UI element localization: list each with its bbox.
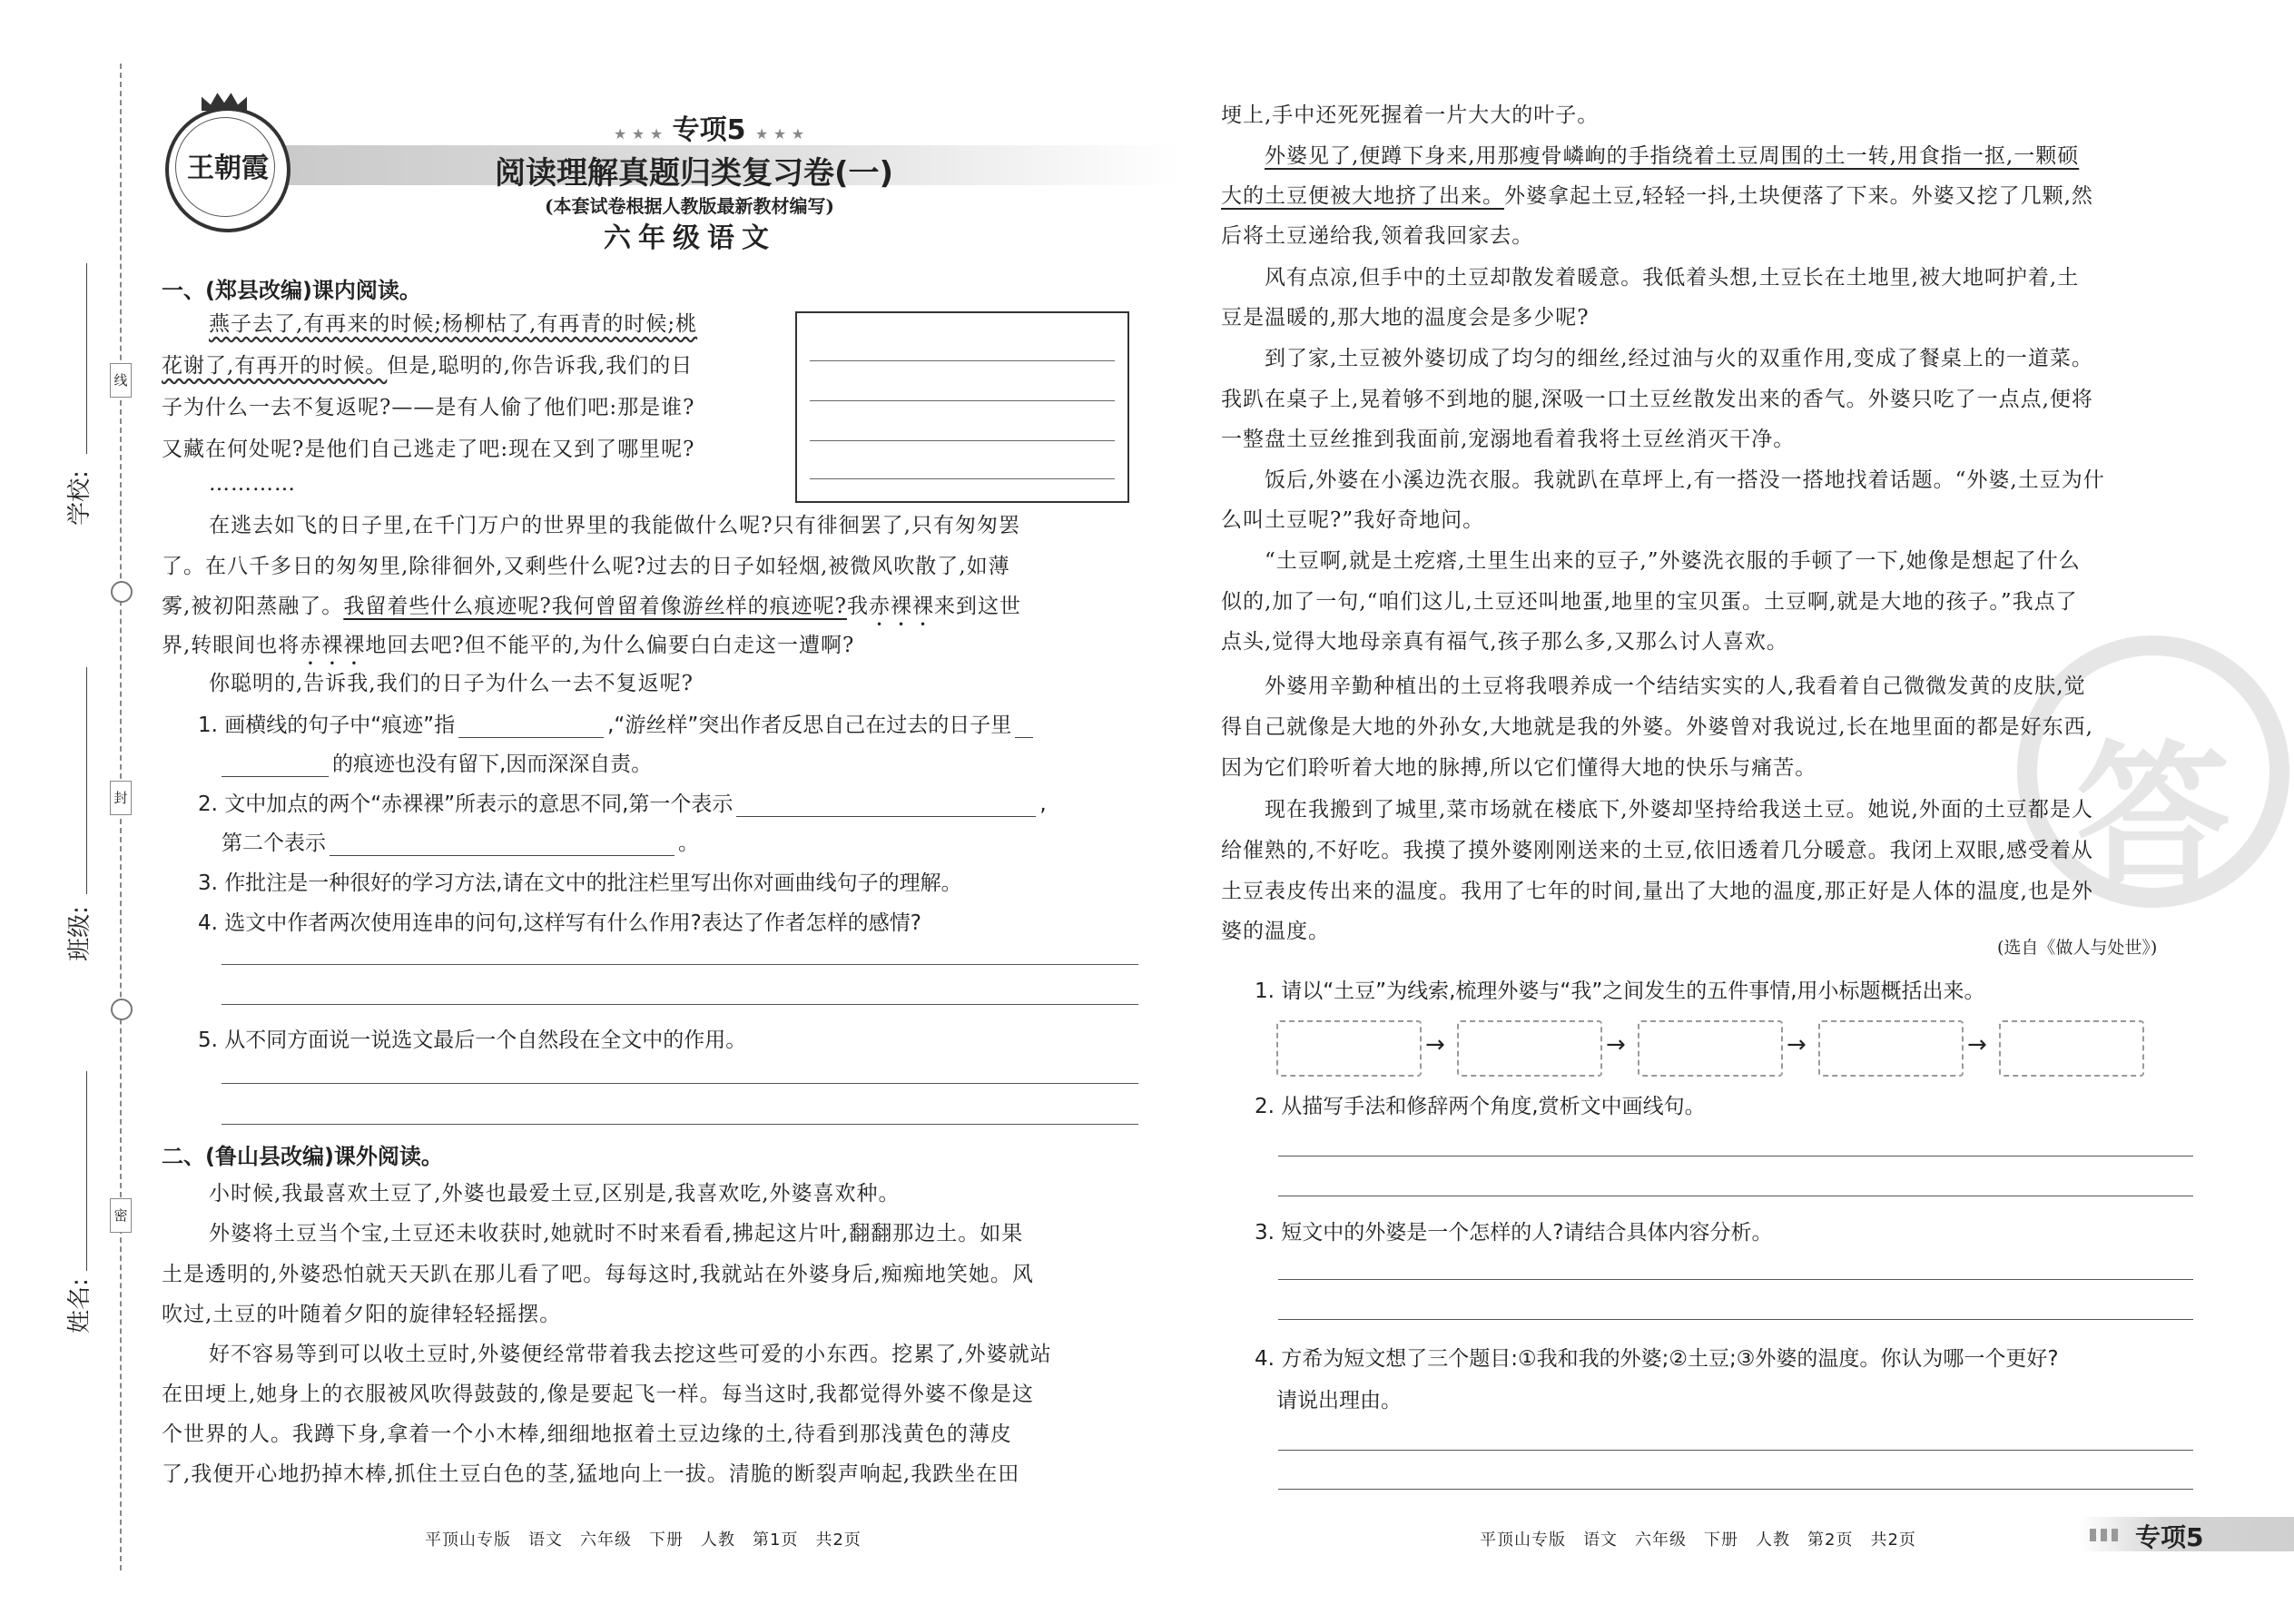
- s2-q2: 2. 从描写手法和修辞两个角度,赏析文中画线句。: [1255, 1095, 1706, 1118]
- s2-line: 外婆将土豆当个宝,土豆还未收获时,她就时不时来看看,拂起这片叶,翻翻那边土。如果: [209, 1222, 1024, 1245]
- timeline-box-3[interactable]: [1638, 1020, 1783, 1077]
- line-mark-3: 密: [110, 1198, 132, 1233]
- footer-right: 平顶山专版 语文 六年级 下册 人教 第2页 共2页: [1480, 1530, 1916, 1550]
- arrow-icon: →: [1425, 1031, 1445, 1058]
- name-field[interactable]: [86, 1071, 87, 1271]
- annotation-line: [810, 360, 1115, 361]
- section1-heading: 一、(郑县改编)课内阅读。: [162, 278, 421, 303]
- s1-p2-line2: 了。在八千多日的匆匆里,除徘徊外,又剩些什么呢?过去的日子如轻烟,被微风吹散了,如薄: [162, 555, 1010, 578]
- s1-p1-line4: 又藏在何处呢?是他们自己逃走了吧:现在又到了哪里呢?: [162, 438, 695, 461]
- r-line: 我趴在桌子上,晃着够不到地的腿,深吸一口土豆丝散发出来的香气。外婆只吃了一点点,便将: [1221, 388, 2093, 411]
- seal-dot-icon: [111, 581, 133, 603]
- answer-line[interactable]: [1278, 1489, 2193, 1490]
- star-icon: ★ ★ ★: [614, 125, 664, 143]
- r-line: 土豆表皮传出来的温度。我用了七年的时间,量出了大地的温度,那正好是人体的温度,也是外: [1221, 880, 2093, 903]
- answer-line[interactable]: [222, 964, 1138, 965]
- answer-blank[interactable]: [330, 832, 674, 856]
- r-line: 到了家,土豆被外婆切成了均匀的细丝,经过油与火的双重作用,变成了餐桌上的一道菜。: [1265, 347, 2093, 370]
- fold-line: [120, 64, 122, 1570]
- school-label: 学校:: [65, 470, 94, 526]
- annotation-line: [810, 400, 1115, 401]
- logo-text: 王朝霞: [187, 153, 269, 184]
- s1-p3: 你聪明的,告诉我,我们的日子为什么一去不复返呢?: [209, 672, 694, 695]
- r-line: 点头,觉得大地母亲真有福气,孩子那么多,又那么讨人喜欢。: [1221, 630, 1788, 654]
- s2-line: 个世界的人。我蹲下身,拿着一个小木棒,细细地抠着土豆边缘的土,待看到那浅黄色的薄皮: [162, 1422, 1012, 1446]
- s2-q4-line1: 4. 方希为短文想了三个题目:①我和我的外婆;②土豆;③外婆的温度。你认为哪一个更好?: [1255, 1347, 2059, 1371]
- s2-line: 小时候,我最喜欢土豆了,外婆也最爱土豆,区别是,我喜欢吃,外婆喜欢种。: [209, 1182, 901, 1206]
- s1-p1-line2: 花谢了,有再开的时候。但是,聪明的,你告诉我,我们的日: [162, 354, 694, 378]
- page-subtitle: (本套试卷根据人教版最新教材编写): [545, 195, 834, 217]
- answer-line[interactable]: [222, 1083, 1138, 1084]
- r-line: 给催熟的,不好吃。我摸了摸外婆刚刚送来的土豆,依旧透着几分暖意。我闭上双眼,感受着从: [1221, 839, 2093, 862]
- s2-q4-line2: 请说出理由。: [1276, 1389, 1402, 1412]
- answer-line[interactable]: [1278, 1319, 2193, 1320]
- source-citation: (选自《做人与处世》): [1997, 938, 2158, 958]
- s2-q3: 3. 短文中的外婆是一个怎样的人?请结合具体内容分析。: [1255, 1221, 1773, 1245]
- s1-p2-line4: 界,转眼间也将赤裸裸地回去吧?但不能平的,为什么偏要白白走这一遭啊?: [162, 634, 855, 657]
- annotation-line: [810, 478, 1115, 479]
- logo-badge: [165, 107, 290, 232]
- s2-line: 吹过,土豆的叶随着夕阳的旋律轻轻摇摆。: [162, 1303, 562, 1326]
- annotation-line: [810, 440, 1115, 441]
- r-line: 一整盘土豆丝推到我面前,宠溺地看着我将土豆丝消灭干净。: [1221, 428, 1796, 451]
- answer-line[interactable]: [1278, 1450, 2193, 1451]
- s1-q2-line1: 2. 文中加点的两个“赤裸裸”所表示的意思不同,第一个表示 ,: [198, 792, 1047, 816]
- s1-q1-line2: 的痕迹也没有留下,因而深深自责。: [218, 747, 652, 777]
- r-line: 豆是温暖的,那大地的温度会是多少呢?: [1221, 306, 1590, 330]
- s2-q1: 1. 请以“土豆”为线索,梳理外婆与“我”之间发生的五件事情,用小标题概括出来。: [1255, 979, 1985, 1003]
- r-p2-line1: 外婆见了,便蹲下身来,用那瘦骨嶙峋的手指绕着土豆周围的土一转,用食指一抠,一颗硕: [1265, 144, 2080, 168]
- timeline-box-4[interactable]: [1818, 1020, 1964, 1077]
- s2-line: 了,我便开心地扔掉木棒,抓住土豆白色的茎,猛地向上一拔。清脆的断裂声响起,我跌坐在田: [162, 1462, 1020, 1486]
- s1-p2-line3: 雾,被初阳蒸融了。我留着些什么痕迹呢?我何曾留着像游丝样的痕迹呢?我赤裸裸来到这世: [162, 595, 1021, 618]
- s2-line: 好不容易等到可以收土豆时,外婆便经常带着我去挖这些可爱的小东西。挖累了,外婆就站: [209, 1343, 1052, 1366]
- seal-dot-icon: [111, 999, 133, 1020]
- star-icon: ★ ★ ★: [754, 125, 805, 143]
- school-field[interactable]: [86, 263, 87, 454]
- answer-blank[interactable]: [736, 792, 1036, 817]
- r-line: 么叫土豆呢?”我好奇地问。: [1221, 508, 1485, 532]
- r-p2-line2: 大的土豆便被大地挤了出来。外婆拿起土豆,轻轻一抖,土块便落了下来。外婆又挖了几颗,然: [1221, 184, 2093, 208]
- footer-tag: 专项5: [2135, 1522, 2204, 1552]
- class-label: 班级:: [65, 906, 94, 961]
- timeline-box-5[interactable]: [1999, 1020, 2144, 1077]
- arrow-icon: →: [1787, 1031, 1807, 1058]
- annotation-box[interactable]: [795, 311, 1129, 503]
- answer-line[interactable]: [222, 1124, 1138, 1125]
- timeline-box-2[interactable]: [1457, 1020, 1602, 1077]
- r-line: 饭后,外婆在小溪边洗衣服。我就趴在草坪上,有一搭没一搭地找着话题。“外婆,土豆为什: [1265, 468, 2105, 492]
- answer-blank[interactable]: [458, 714, 604, 738]
- watermark-text: 答: [2075, 727, 2230, 907]
- r-line: “土豆啊,就是土疙瘩,土里生出来的豆子,”外婆洗衣服的手顿了一下,她像是想起了什么: [1265, 549, 2081, 573]
- answer-blank[interactable]: [1015, 714, 1033, 738]
- series-label: ★ ★ ★ 专项5 ★ ★ ★: [614, 114, 805, 146]
- r-p2-line3: 后将土豆递给我,领着我回家去。: [1221, 224, 1534, 248]
- s1-p1-line3: 子为什么一去不复返呢?——是有人偷了他们吧:那是谁?: [162, 396, 695, 419]
- r-line: 因为它们聆听着大地的脉搏,所以它们懂得大地的快乐与痛苦。: [1221, 756, 1817, 780]
- s2-line: 土是透明的,外婆恐怕就天天趴在那儿看了吧。每每这时,我就站在外婆身后,痴痴地笑她。风: [162, 1263, 1034, 1286]
- section2-heading: 二、(鲁山县改编)课外阅读。: [162, 1144, 443, 1169]
- r-line: 现在我搬到了城里,菜市场就在楼底下,外婆却坚持给我送土豆。她说,外面的土豆都是人: [1265, 798, 2093, 822]
- answer-line[interactable]: [222, 1004, 1138, 1005]
- s2-line: 在田埂上,她身上的衣服被风吹得鼓鼓的,像是要起飞一样。每当这时,我都觉得外婆不像是这: [162, 1383, 1034, 1406]
- s1-q5: 5. 从不同方面说一说选文最后一个自然段在全文中的作用。: [198, 1029, 747, 1052]
- timeline-box-1[interactable]: [1276, 1020, 1422, 1077]
- arrow-icon: →: [1606, 1031, 1626, 1058]
- class-field[interactable]: [86, 667, 87, 894]
- r-line: 外婆用辛勤种植出的土豆将我喂养成一个结结实实的人,我看着自己微微发黄的皮肤,觉: [1265, 674, 2086, 698]
- line-mark-2: 封: [110, 781, 132, 815]
- footer-left: 平顶山专版 语文 六年级 下册 人教 第1页 共2页: [425, 1530, 861, 1550]
- arrow-icon: →: [1967, 1031, 1987, 1058]
- line-mark-1: 线: [110, 363, 132, 398]
- s1-p1-line5: …………: [209, 472, 296, 496]
- footer-tag-dots: [2090, 1529, 2122, 1541]
- crown-icon: [202, 91, 247, 111]
- s1-q1-line1: 1. 画横线的句子中“痕迹”指 ,“游丝样”突出作者反思自己在过去的日子里: [198, 708, 1037, 738]
- r-line: 风有点凉,但手中的土豆却散发着暖意。我低着头想,土豆长在土地里,被大地呵护着,土: [1265, 266, 2080, 290]
- r-line: 得自己就像是大地的外孙女,大地就是我的外婆。外婆曾对我说过,长在地里面的都是好东西,: [1221, 715, 2093, 739]
- r-line: 婆的温度。: [1221, 920, 1330, 943]
- name-label: 姓名:: [65, 1278, 94, 1334]
- page-title: 阅读理解真题归类复习卷(一): [495, 155, 894, 192]
- r-line: 似的,加了一句,“咱们这儿,土豆还叫地蛋,地里的宝贝蛋。土豆啊,就是大地的孩子。”我点了: [1221, 590, 2078, 614]
- s1-q3: 3. 作批注是一种很好的学习方法,请在文中的批注栏里写出你对画曲线句子的理解。: [198, 871, 962, 895]
- binding-margin: [0, 0, 127, 1624]
- s1-q2-line2: 第二个表示 。: [222, 832, 699, 855]
- s1-q4: 4. 选文中作者两次使用连串的问句,这样写有什么作用?表达了作者怎样的感情?: [198, 911, 921, 935]
- s1-p2-line1: 在逃去如飞的日子里,在千门万户的世界里的我能做什么呢?只有徘徊罢了,只有匆匆罢: [209, 514, 1020, 537]
- answer-blank[interactable]: [222, 753, 329, 777]
- r-line-first: 埂上,手中还死死握着一片大大的叶子。: [1221, 103, 1600, 127]
- grade-title: 六年级语文: [604, 222, 776, 254]
- s1-p1-line1: 燕子去了,有再来的时候;杨柳枯了,有再青的时候;桃: [209, 312, 698, 336]
- answer-line[interactable]: [1278, 1279, 2193, 1280]
